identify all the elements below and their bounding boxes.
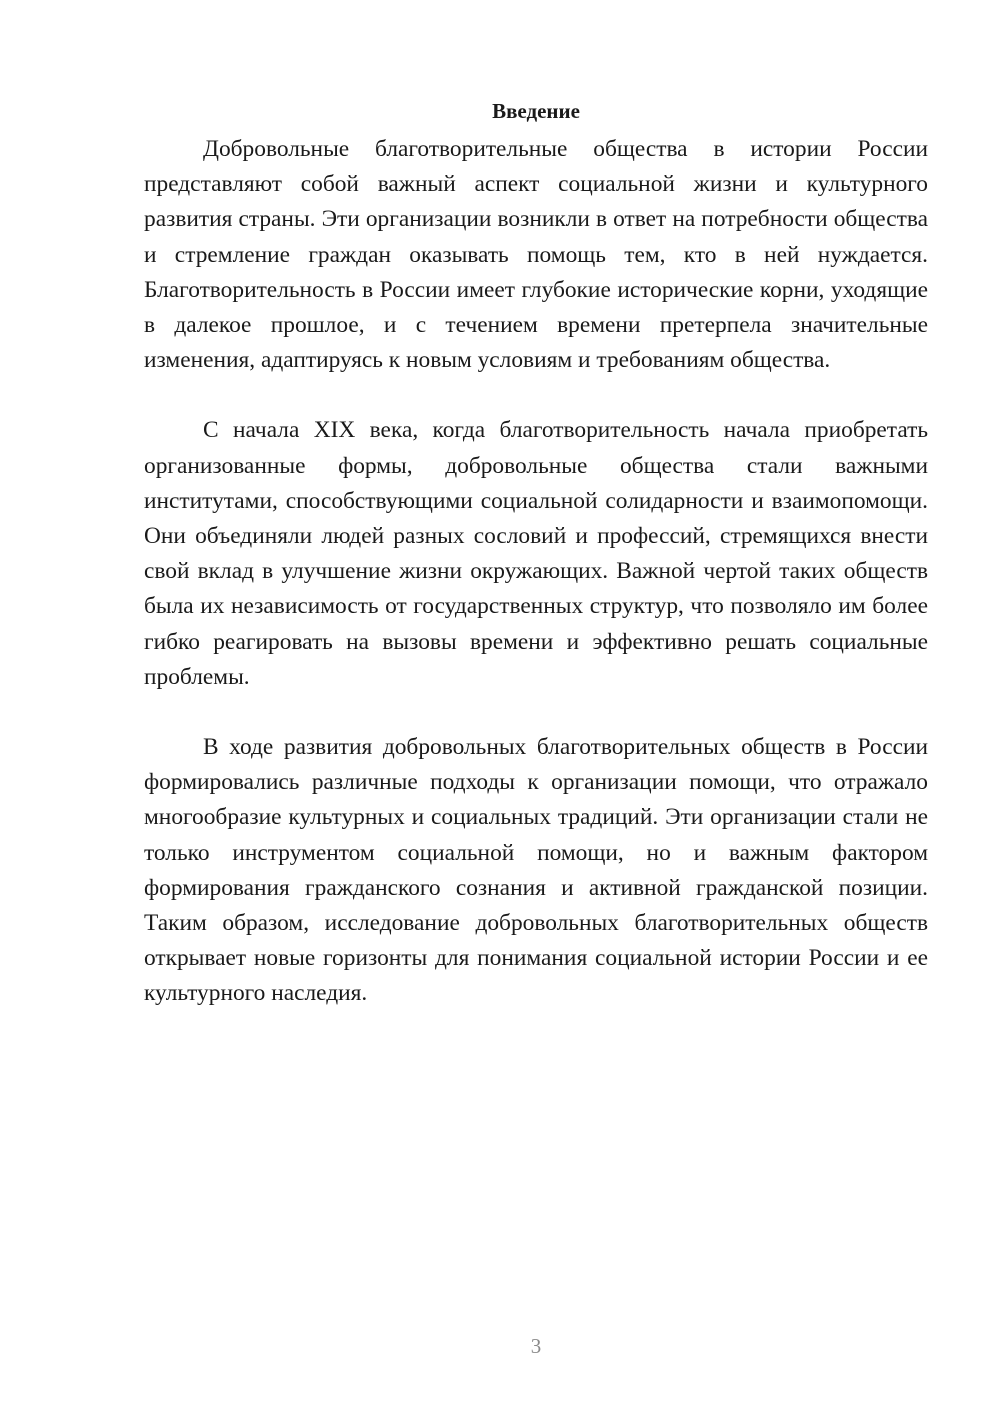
paragraph-3: В ходе развития добровольных благотворительных обществ в России формировались различные подходы к организации помощи, что отражало многообразие культурных и социальных традиций. Эти организации стали не только инструментом социальной помощи, но и важным фактором формирования гражданского сознания и активной гражданской позиции. Таким образом, исследование добровольных благотворительных обществ открывает новые горизонты для понимания социальной истории России и ее культурного наследия. (144, 734, 928, 1007)
paragraph-2: С начала XIX века, когда благотворительность начала приобретать организованные формы, добровольные общества стали важными институтами, способствующими социальной солидарности и взаимопомощи. Они объединяли людей разных сословий и профессий, стремящихся внести свой вклад в улучшение жизни окружающих. Важной чертой таких обществ была их независимость от государственных структур, что позволяло им более гибко реагировать на вызовы времени и эффективно решать социальные проблемы. (144, 417, 928, 690)
page-number: 3 (530, 1334, 542, 1358)
section-heading: Введение (492, 99, 580, 123)
page-content (144, 94, 928, 1012)
paragraph-1: Добровольные благотворительные общества в истории России представляют собой важный аспект социальной жизни и культурного развития страны. Эти организации возникли в ответ на потребности общества и стремление граждан оказывать помощь тем, кто в ней нуждается. Благотворительность в России имеет глубокие исторические корни, уходящие в далекое прошлое, и с течением времени претерпела значительные изменения, адаптируясь к новым условиям и требованиям общества. (144, 136, 928, 374)
